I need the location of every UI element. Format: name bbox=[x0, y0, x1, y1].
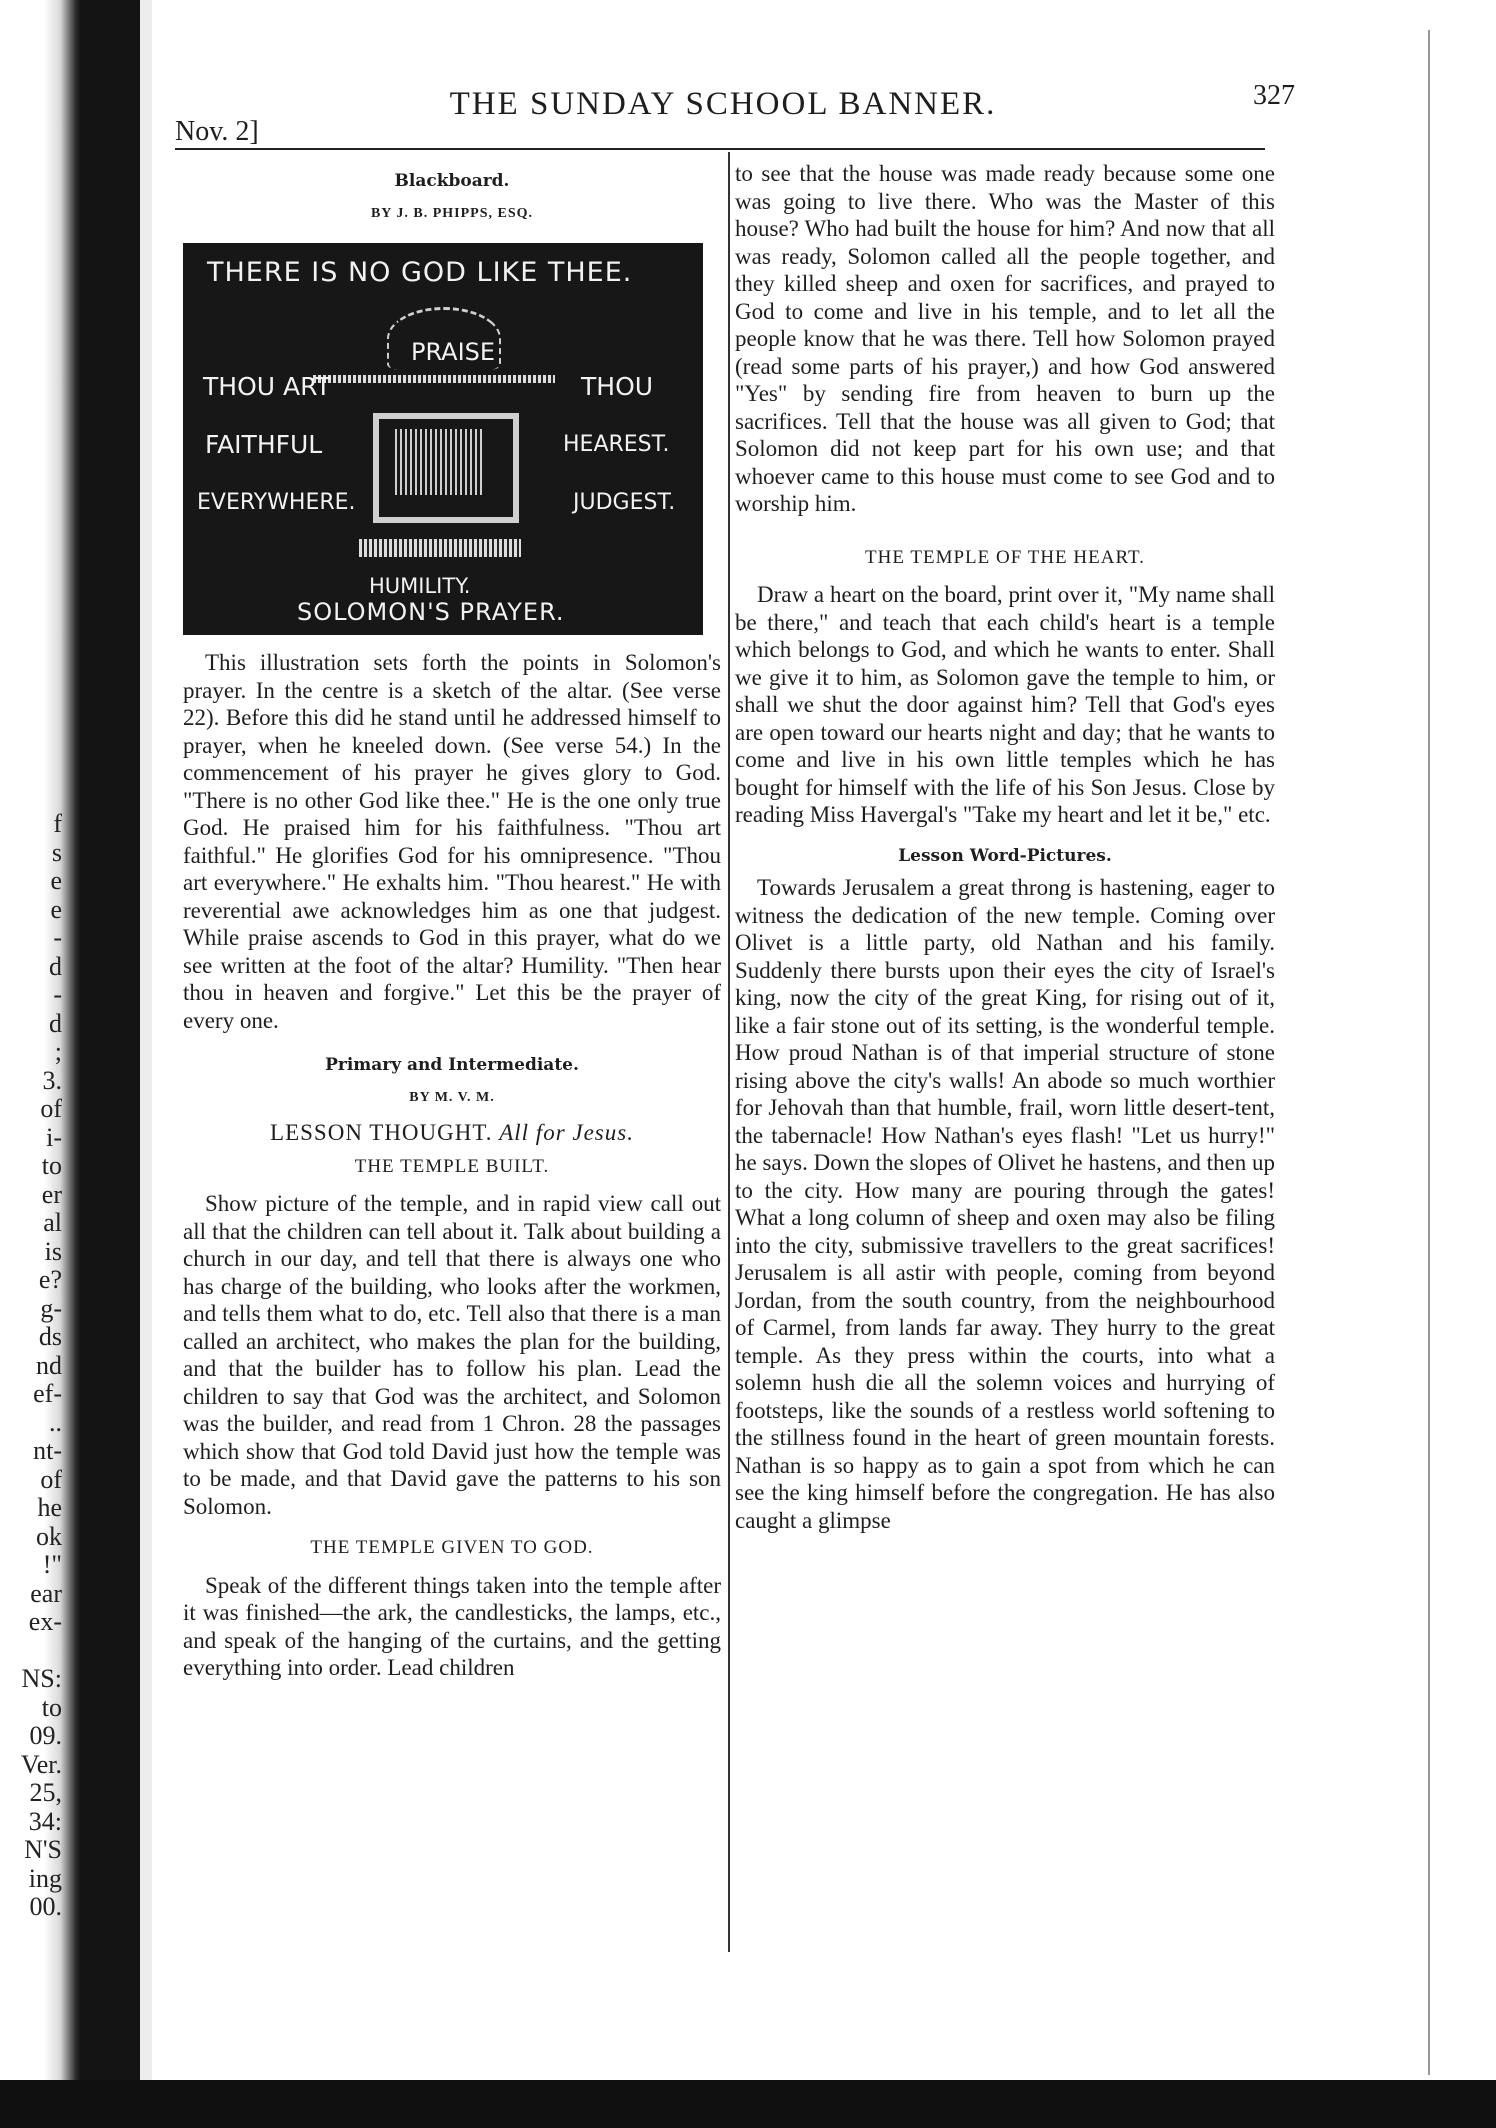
primary-byline: BY M. V. M. bbox=[409, 1089, 495, 1105]
board-left-2: FAITHFUL bbox=[205, 430, 323, 459]
page-right-edge bbox=[1428, 30, 1430, 2075]
left-column bbox=[183, 162, 721, 1682]
temple-built-paragraph: Show picture of the temple, and in rapid view call out all that the children can tell about it. Talk about building a church in our day, and tell that there is always one who has charge of the building, who looks after the workmen, and tells them what to do, etc. Tell also that there is a man called an architect, who makes the plan for the building, and that the builder has to follow his plan. Lead the children to say that God was the architect, and Solomon was the builder, and read from 1 Chron. 28 the passages which show that God told David just how the temple was to be made, and that David gave the patterns to his son Solomon. bbox=[183, 1191, 721, 1519]
page-edge-strip bbox=[140, 0, 152, 2128]
header-title: THE SUNDAY SCHOOL BANNER. bbox=[449, 86, 997, 122]
prev-fragment-line: Ver. bbox=[20, 1750, 62, 1779]
prev-fragment-line: ing bbox=[28, 1864, 62, 1893]
book-gutter-shadow bbox=[80, 0, 140, 2128]
prev-fragment-line: .. bbox=[49, 1408, 62, 1437]
board-humility: HUMILITY. bbox=[369, 574, 471, 598]
lesson-thought-text: All for Jesus. bbox=[499, 1120, 634, 1145]
prev-fragment-line bbox=[2, 1637, 62, 1666]
word-pictures-heading: Lesson Word-Pictures. bbox=[898, 845, 1112, 866]
prev-fragment-line: e bbox=[50, 867, 62, 895]
prev-fragment-line: ; bbox=[54, 1038, 62, 1066]
word-pictures-paragraph: Towards Jerusalem a great throng is hastening, eager to witness the dedication of the new temple. Coming over Olivet is a little party, old Nathan and his family. Suddenly there bursts upon their eyes the city of Israel's king, now the city of the great King, for rising out of it, like a fair stone out of its setting, is the wonderful temple. How proud Nathan is of that imperial structure of stone rising above the city's walls! An abode so much worthier for Jehovah than that humble, frail, worn little desert-tent, the tabernacle! How Nathan's eyes flash! "Let us hurry!" he says. Down the slopes of Olivet he hastens, and then up to the city. How many are pouring through the gates! What a long column of sheep and oxen may also be filing into the city, submissive travellers to the great sacrifices! Jerusalem is all astir with people, coming from beyond Jordan, from the south country, from the neighbourhood of Carmel, from lands far away. They hurry to the great temple. As they press within the courts, into what a solemn hush die all the solemn voices and hurrying of footsteps, like the sounds of a restless world softening to the stillness found in the heart of green mountain forests. Nathan is so happy as to gain a spot from which he can see the king himself before the congregation. He has also caught a glimpse bbox=[735, 875, 1275, 1533]
prev-fragment-line: to bbox=[41, 1693, 62, 1722]
prev-fragment-line: 09. bbox=[29, 1722, 62, 1750]
prev-fragment-line: d bbox=[49, 1009, 62, 1038]
board-top-text: THERE IS NO GOD LIKE THEE. bbox=[207, 257, 633, 288]
altar-base bbox=[359, 539, 521, 557]
prev-fragment-line: NS: bbox=[21, 1665, 62, 1693]
lesson-thought-label: LESSON THOUGHT. bbox=[270, 1120, 493, 1145]
temple-built-heading: THE TEMPLE BUILT. bbox=[354, 1155, 550, 1177]
blackboard-heading: Blackboard. bbox=[394, 171, 510, 191]
primary-heading: Primary and Intermediate. bbox=[325, 1055, 579, 1075]
prev-fragment-line: f bbox=[53, 810, 62, 838]
prev-fragment-line: ds bbox=[38, 1323, 62, 1351]
prev-fragment-line: nt- bbox=[33, 1437, 62, 1465]
prev-fragment-line: al bbox=[43, 1209, 62, 1237]
prev-fragment-line: e bbox=[50, 895, 62, 924]
prev-fragment-line: ef- bbox=[33, 1380, 62, 1408]
prev-fragment-line: of bbox=[40, 1095, 62, 1123]
continued-paragraph: to see that the house was made ready because some one was going to live there. Who was the Master of this house? Who had built the house for him? And now that all was ready, Solomon called all the people together, and they killed sheep and oxen for sacrifices, and prayed to God to come and live in his temple, and to let all the people know that he was there. Tell how Solomon prayed (read some parts of his prayer,) and how God answered "Yes" by sending fire from heaven to burn up the sacrifices. Tell that the house was all given to God; that Solomon did not keep part for his own use; and that whoever came to this house must come to see God and to worship him. bbox=[735, 161, 1275, 516]
heart-paragraph: Draw a heart on the board, print over it, "My name shall be there," and teach that each child's heart is a temple which belongs to God, and which he wants to enter. Shall we give it to him, as Solomon gave the temple to him, or shall we shut the door against him? Tell that God's eyes are open toward our hearts night and day; that he wants to come and live in his own little temples which he has bought for himself with the life of his Son Jesus. Close by reading Miss Havergal's "Take my heart and let it be," etc. bbox=[735, 582, 1275, 827]
prev-fragment-line: is bbox=[44, 1237, 62, 1266]
temple-given-paragraph: Speak of the different things taken into the temple after it was finished—the ark, the candlesticks, the lamps, etc., and speak of the hanging of the curtains, and the getting everything into order. Lead children bbox=[183, 1572, 721, 1680]
board-right-3: JUDGEST. bbox=[573, 490, 676, 515]
running-header bbox=[175, 80, 1295, 147]
column-divider bbox=[728, 152, 730, 1952]
prev-fragment-line: - bbox=[53, 981, 62, 1009]
prev-fragment-line: - bbox=[53, 924, 62, 952]
board-praise: PRAISE bbox=[411, 338, 496, 366]
previous-page-fragment bbox=[2, 810, 62, 1922]
prev-fragment-line: i- bbox=[46, 1123, 62, 1152]
board-left-1: THOU ART bbox=[203, 372, 331, 401]
prev-fragment-line: of bbox=[40, 1465, 62, 1494]
prev-fragment-line: e? bbox=[38, 1266, 62, 1294]
blackboard-paragraph: This illustration sets forth the points in Solomon's prayer. In the centre is a sketch of the altar. (See verse 22). Before this did he stand until he addressed himself to prayer, when he kneeled down. (See verse 54.) In the commencement of his prayer he gives glory to God. "There is no other God like thee." He is the one only true God. He praised him for his faithfulness. "Thou art faithful." He glorifies God for his omnipresence. "Thou art everywhere." He exhalts him. "Thou hearest." He with reverential awe acknowledges him as one that judgest. While praise ascends to God in this prayer, what do we see written at the foot of the altar? Humility. "Then hear thou in heaven and forgive." Let this be the prayer of every one. bbox=[183, 650, 721, 1033]
board-caption: SOLOMON'S PRAYER. bbox=[297, 598, 565, 626]
right-column bbox=[735, 160, 1275, 1534]
board-right-2: HEAREST. bbox=[563, 432, 670, 457]
prev-fragment-line: 00. bbox=[29, 1893, 62, 1921]
prev-fragment-line: ear bbox=[30, 1579, 62, 1608]
prev-fragment-line: N'S bbox=[24, 1836, 62, 1864]
temple-given-heading: THE TEMPLE GIVEN TO GOD. bbox=[310, 1537, 594, 1558]
heart-heading: THE TEMPLE OF THE HEART. bbox=[865, 546, 1145, 568]
altar-panel bbox=[395, 429, 485, 495]
prev-fragment-line: ex- bbox=[28, 1608, 62, 1636]
prev-fragment-line: 34: bbox=[28, 1807, 62, 1836]
header-date: Nov. 2] bbox=[175, 116, 259, 147]
prev-fragment-line: d bbox=[49, 952, 62, 981]
altar-top bbox=[313, 375, 555, 383]
prev-fragment-line: s bbox=[51, 838, 62, 867]
blackboard-byline: BY J. B. PHIPPS, ESQ. bbox=[370, 205, 534, 221]
scan-background-bottom bbox=[0, 2080, 1496, 2128]
prev-fragment-line: 25, bbox=[29, 1779, 62, 1807]
blackboard-illustration bbox=[183, 243, 703, 635]
prev-fragment-line: !" bbox=[42, 1551, 62, 1579]
prev-fragment-line: to bbox=[41, 1152, 62, 1180]
header-rule bbox=[175, 148, 1265, 150]
board-right-1: THOU bbox=[581, 372, 654, 401]
page-number: 327 bbox=[1253, 80, 1295, 111]
board-left-3: EVERYWHERE. bbox=[197, 490, 356, 515]
prev-fragment-line: 3. bbox=[42, 1066, 62, 1095]
prev-fragment-line: he bbox=[37, 1494, 62, 1522]
prev-fragment-line: nd bbox=[36, 1351, 62, 1380]
lesson-thought bbox=[183, 1119, 721, 1147]
prev-fragment-line: g- bbox=[40, 1294, 62, 1323]
prev-fragment-line: er bbox=[41, 1180, 62, 1209]
prev-fragment-line: ok bbox=[36, 1522, 62, 1551]
